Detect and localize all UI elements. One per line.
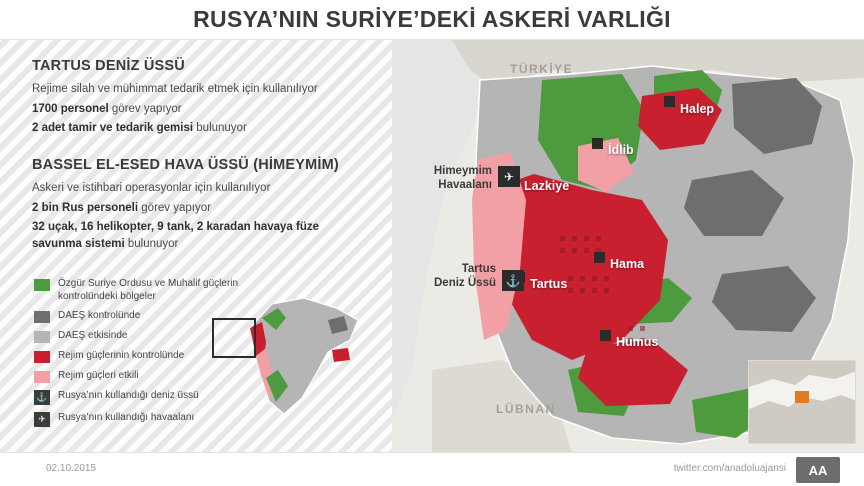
section-line	[32, 200, 392, 217]
section-line-text: bulunuyor	[193, 122, 247, 135]
section-line-text: görev yapıyor	[138, 201, 211, 214]
left-text-column	[32, 58, 392, 256]
legend-swatch	[34, 279, 50, 291]
section-title: BASSEL EL-ESED HAVA ÜSSÜ (HİMEYMİM)	[32, 157, 339, 174]
legend-item	[34, 278, 249, 303]
legend-label: Rejim güçleri etkili	[58, 370, 139, 381]
city-label-idlib: İdlib	[608, 143, 634, 157]
callout-line-2: Havaalanı	[438, 179, 492, 192]
callout-tartus-label	[392, 262, 496, 291]
legend-swatch	[34, 351, 50, 363]
city-label-lazkiye: Lazkiye	[524, 179, 570, 193]
inset-regime-area	[332, 348, 350, 362]
section-tartus	[32, 58, 392, 137]
country-label-turkiye: TÜRKİYE	[510, 62, 574, 76]
page-title: RUSYA’NIN SURİYE’DEKİ ASKERİ VARLIĞI	[193, 6, 671, 32]
footer	[0, 452, 864, 486]
section-himeymim	[32, 157, 392, 253]
city-marker-humus	[600, 330, 611, 341]
inset-zoom-frame	[212, 318, 256, 358]
locator-highlight-syria	[795, 391, 809, 403]
locator-svg	[749, 361, 856, 444]
city-label-halep: Halep	[680, 102, 715, 116]
plane-icon: ✈	[34, 412, 50, 427]
legend-item	[34, 412, 249, 427]
legend-label: DAEŞ kontrolünde	[58, 310, 141, 321]
legend-swatch	[34, 331, 50, 343]
section-title: TARTUS DENİZ ÜSSÜ	[32, 58, 185, 74]
section-line-bold: 1700 personel	[32, 102, 109, 115]
city-label-humus: Humus	[616, 335, 659, 349]
callout-line-2: Deniz Üssü	[434, 277, 496, 290]
legend-item	[34, 370, 249, 383]
plane-icon: ✈	[498, 166, 520, 187]
section-line-text: görev yapıyor	[108, 102, 182, 115]
section-line	[32, 81, 392, 98]
section-line-text: Askeri ve istihbari operasyonlar için kullanılıyor	[32, 182, 271, 195]
section-line	[32, 120, 392, 137]
agency-logo: AA	[796, 457, 840, 483]
legend-label: Rusya’nın kullandığı deniz üssü	[58, 390, 199, 401]
legend-label: Rusya’nın kullandığı havaalanı	[58, 412, 195, 423]
inset-overview-map	[232, 282, 377, 422]
callout-line-1: Himeymim	[433, 165, 492, 177]
legend-swatch	[34, 311, 50, 323]
section-line	[32, 219, 362, 252]
section-line-text: bulunuyor	[124, 238, 179, 251]
section-line-bold: 2 bin Rus personeli	[32, 201, 139, 214]
legend-swatch	[34, 371, 50, 383]
city-marker-idlib	[592, 138, 603, 149]
anchor-icon: ⚓	[502, 270, 524, 291]
city-marker-halep	[664, 96, 675, 107]
legend-label: DAEŞ etkisinde	[58, 330, 128, 341]
legend-label: Özgür Suriye Ordusu ve Muhalif güçlerin kontrolündeki bölgeler	[58, 278, 239, 302]
footer-date: 02.10.2015	[46, 463, 97, 474]
footer-twitter-handle: twitter.com/anadoluajansi	[673, 463, 786, 474]
region-locator-inset	[748, 360, 856, 444]
city-marker-hama	[594, 252, 605, 263]
legend-item	[34, 390, 249, 405]
callout-line-1: Tartus	[461, 263, 496, 275]
country-label-lubnan: LÜBNAN	[496, 402, 556, 416]
main-map	[392, 40, 864, 452]
section-line	[32, 101, 392, 118]
city-label-hama: Hama	[610, 257, 645, 271]
section-line	[32, 180, 392, 197]
city-label-tartus: Tartus	[530, 277, 568, 291]
legend-label: Rejim güçlerinin kontrolünde	[58, 350, 185, 361]
section-line-bold: 32 uçak, 16 helikopter, 9 tank, 2 karadan havaya füze savunma sistemi	[32, 221, 320, 251]
callout-himeymim-label	[392, 164, 492, 193]
section-line-text: Rejime silah ve mühimmat tedarik etmek için kullanılıyor	[32, 83, 318, 95]
section-line-bold: 2 adet tamir ve tedarik gemisi	[32, 122, 194, 135]
anchor-icon: ⚓	[34, 390, 50, 405]
header	[0, 0, 864, 40]
